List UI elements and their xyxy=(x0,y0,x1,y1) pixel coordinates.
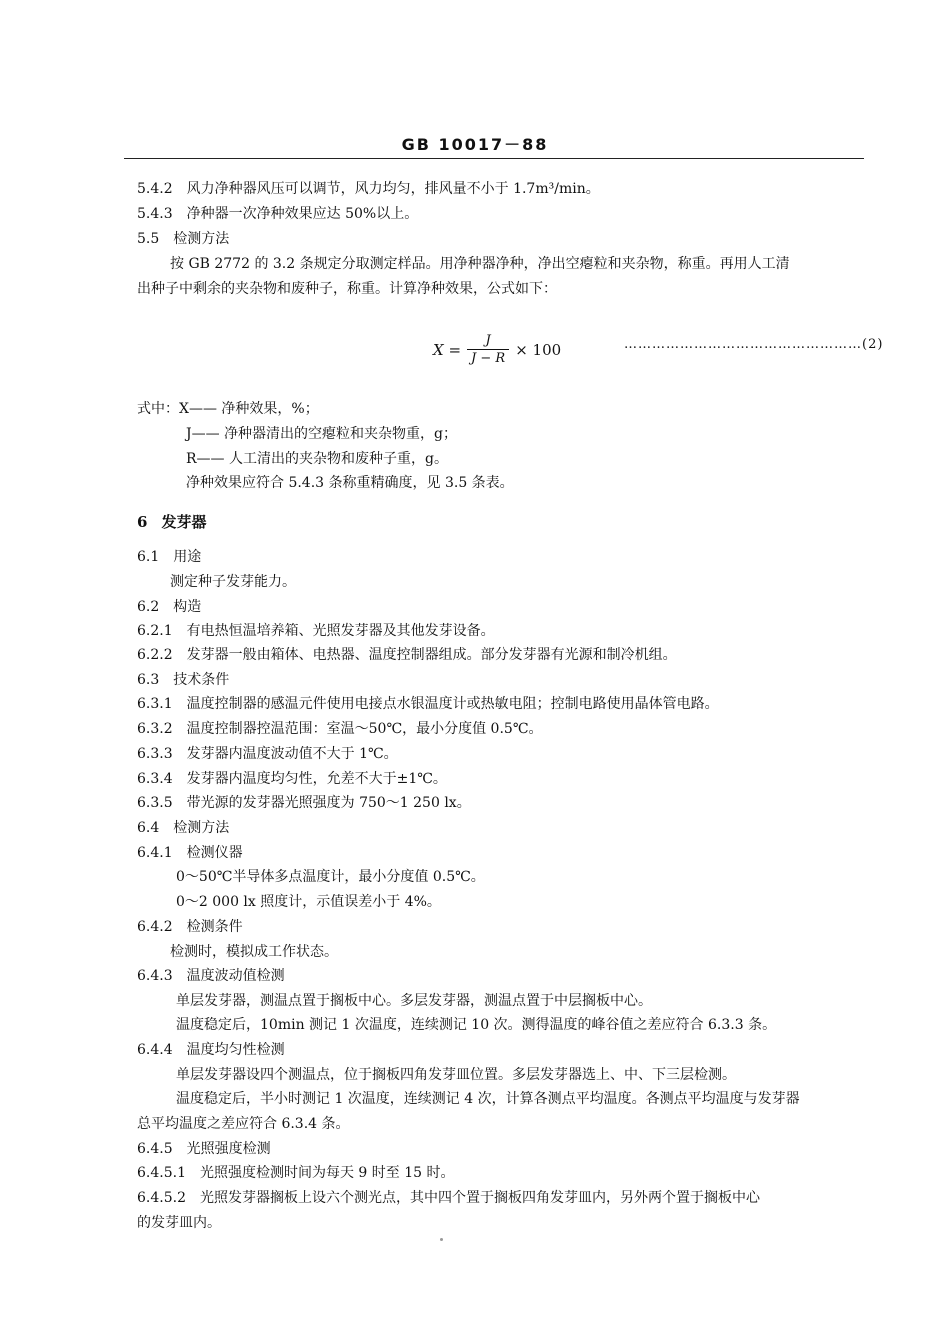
clause-6-4-5 xyxy=(137,1140,271,1158)
clause-text: 光照强度检测时间为每天 9 时至 15 时。 xyxy=(199,1165,455,1181)
paragraph-line: 0～50℃半导体多点温度计，最小分度值 0.5℃。 xyxy=(176,869,485,885)
formula-denominator: J − R xyxy=(467,349,509,366)
header-rule xyxy=(124,158,864,159)
clause-text: 温度波动值检测 xyxy=(186,968,285,984)
paragraph-line: 0～2 000 lx 照度计，示值误差小于 4%。 xyxy=(176,894,441,910)
clause-6-4-2 xyxy=(137,918,243,936)
clause-number: 5.4.3 xyxy=(137,206,173,222)
clause-number: 6.4.5 xyxy=(137,1141,173,1157)
equation-number: ……………………………………………(2) xyxy=(624,337,884,352)
formula-numerator: J xyxy=(485,333,491,348)
clause-text: 风力净种器风压可以调节，风力均匀，排风量不小于 1.7m³/min。 xyxy=(186,181,600,197)
formula-lhs: X = xyxy=(433,340,462,359)
formula-fraction xyxy=(467,333,509,366)
clause-6-2-1 xyxy=(137,622,495,640)
clause-6-3-3 xyxy=(137,745,398,763)
paragraph-line: 出种子中剩余的夹杂物和废种子，称重。计算净种效果，公式如下： xyxy=(137,281,557,297)
section-number: 6 xyxy=(137,513,148,531)
clause-6-4-3 xyxy=(137,967,285,985)
paragraph-line: 测定种子发芽能力。 xyxy=(170,574,296,590)
clause-number: 5.4.2 xyxy=(137,181,173,197)
clause-number: 6.3.4 xyxy=(137,771,173,787)
clause-number: 6.4.3 xyxy=(137,968,173,984)
clause-number: 6.4.1 xyxy=(137,845,173,861)
clause-6-4 xyxy=(137,819,229,837)
where-line: 式中：X—— 净种效果，%； xyxy=(137,401,319,417)
clause-number: 6.3.5 xyxy=(137,795,173,811)
clause-number: 6.3 xyxy=(137,672,160,688)
clause-text: 发芽器内温度均匀性，允差不大于±1℃。 xyxy=(186,771,447,787)
clause-text: 技术条件 xyxy=(173,672,230,688)
paragraph-line: 温度稳定后，半小时测记 1 次温度，连续测记 4 次，计算各测点平均温度。各测点平均温度与发芽器 xyxy=(176,1091,800,1107)
clause-6-3-4 xyxy=(137,770,447,788)
scan-speck xyxy=(440,1238,443,1241)
clause-number: 6.3.3 xyxy=(137,746,173,762)
paragraph-line: 单层发芽器，测温点置于搁板中心。多层发芽器，测温点置于中层搁板中心。 xyxy=(176,993,652,1009)
clause-number: 6.4 xyxy=(137,820,160,836)
paragraph-line: 的发芽皿内。 xyxy=(137,1215,221,1231)
clause-text: 温度均匀性检测 xyxy=(186,1042,285,1058)
clause-number: 6.4.5.2 xyxy=(137,1190,186,1206)
clause-6-4-1 xyxy=(137,844,243,862)
clause-text: 发芽器内温度波动值不大于 1℃。 xyxy=(186,746,398,762)
clause-number: 6.4.4 xyxy=(137,1042,173,1058)
clause-6-3 xyxy=(137,671,229,689)
section-6-title xyxy=(137,513,206,531)
paragraph-line: 总平均温度之差应符合 6.3.4 条。 xyxy=(137,1116,350,1132)
clause-6-2 xyxy=(137,598,201,616)
clause-6-4-5-2 xyxy=(137,1189,760,1207)
where-line: J—— 净种器清出的空瘪粒和夹杂物重，g； xyxy=(186,426,458,442)
clause-number: 6.1 xyxy=(137,549,160,565)
clause-6-4-5-1 xyxy=(137,1164,455,1182)
formula-rhs: × 100 xyxy=(515,340,562,359)
clause-text: 用途 xyxy=(173,549,202,565)
clause-number: 6.2 xyxy=(137,599,160,615)
clause-text: 温度控制器控温范围：室温～50℃，最小分度值 0.5℃。 xyxy=(186,721,543,737)
paragraph-line: 单层发芽器设四个测温点，位于搁板四角发芽皿位置。多层发芽器选上、中、下三层检测。 xyxy=(176,1067,736,1083)
clause-number: 5.5 xyxy=(137,231,160,247)
paragraph-line: 温度稳定后，10min 测记 1 次温度，连续测记 10 次。测得温度的峰谷值之差应符合 6.3.3 条。 xyxy=(176,1017,777,1033)
paragraph-line: 检测时，模拟成工作状态。 xyxy=(170,944,338,960)
clause-text: 带光源的发芽器光照强度为 750～1 250 lx。 xyxy=(186,795,471,811)
clause-6-3-1 xyxy=(137,695,719,713)
formula-2 xyxy=(433,333,561,366)
clause-number: 6.2.1 xyxy=(137,623,173,639)
clause-6-4-4 xyxy=(137,1041,285,1059)
clause-number: 6.2.2 xyxy=(137,647,173,663)
section-title: 发芽器 xyxy=(161,513,207,531)
clause-text: 检测方法 xyxy=(173,231,230,247)
clause-text: 光照发芽器搁板上设六个测光点，其中四个置于搁板四角发芽皿内，另外两个置于搁板中心 xyxy=(199,1190,760,1206)
clause-number: 6.4.2 xyxy=(137,919,173,935)
clause-text: 构造 xyxy=(173,599,202,615)
clause-text: 光照强度检测 xyxy=(186,1141,271,1157)
clause-text: 发芽器一般由箱体、电热器、温度控制器组成。部分发芽器有光源和制冷机组。 xyxy=(186,647,677,663)
clause-6-1 xyxy=(137,548,201,566)
clause-text: 有电热恒温培养箱、光照发芽器及其他发芽设备。 xyxy=(186,623,495,639)
clause-text: 净种器一次净种效果应达 50%以上。 xyxy=(186,206,419,222)
clause-5-4-3 xyxy=(137,205,418,223)
clause-text: 检测条件 xyxy=(186,919,243,935)
clause-number: 6.4.5.1 xyxy=(137,1165,186,1181)
clause-6-2-2 xyxy=(137,646,677,664)
clause-text: 温度控制器的感温元件使用电接点水银温度计或热敏电阻；控制电路使用晶体管电路。 xyxy=(186,696,719,712)
standard-code-header: GB 10017－88 xyxy=(401,135,549,154)
where-line: 净种效果应符合 5.4.3 条称重精确度，见 3.5 条表。 xyxy=(186,475,514,491)
clause-5-5 xyxy=(137,230,229,248)
where-line: R—— 人工清出的夹杂物和废种子重，g。 xyxy=(186,451,448,467)
clause-number: 6.3.2 xyxy=(137,721,173,737)
clause-6-3-2 xyxy=(137,720,542,738)
clause-6-3-5 xyxy=(137,794,471,812)
paragraph-line: 按 GB 2772 的 3.2 条规定分取测定样品。用净种器净种，净出空瘪粒和夹杂物，称重。再用人工清 xyxy=(170,256,790,272)
clause-number: 6.3.1 xyxy=(137,696,173,712)
clause-text: 检测仪器 xyxy=(186,845,243,861)
clause-5-4-2 xyxy=(137,180,600,198)
clause-text: 检测方法 xyxy=(173,820,230,836)
